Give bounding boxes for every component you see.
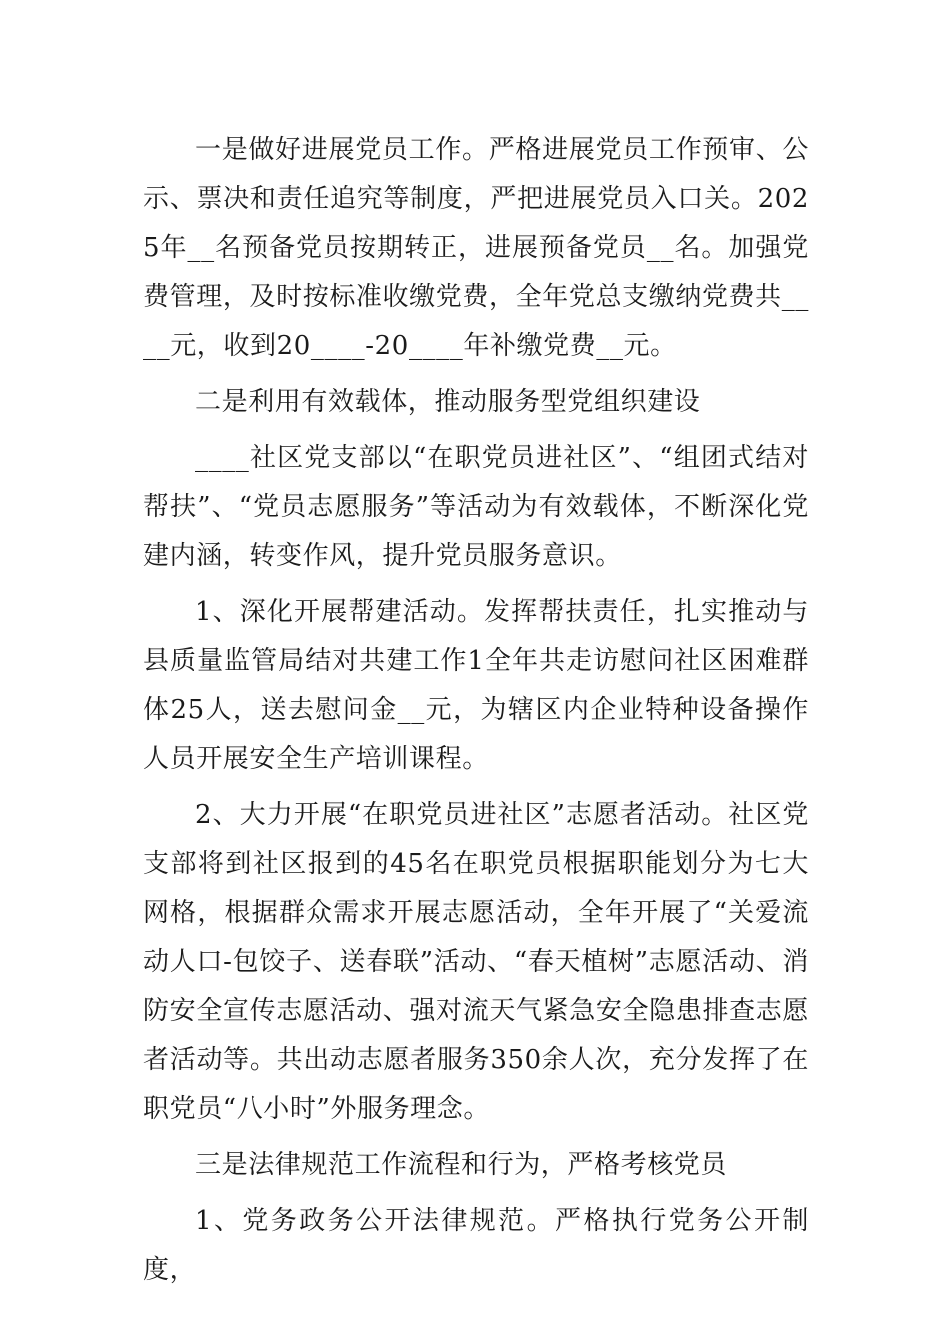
document-body <box>143 126 809 1302</box>
heading-standardize-workflow: 三是法律规范工作流程和行为，严格考核党员 <box>195 1150 728 1180</box>
heading-service-organization: 二是利用有效载体，推动服务型党组织建设 <box>195 387 701 417</box>
paragraph-recruitment: 一是做好进展党员工作。严格进展党员工作预审、公示、票决和责任追究等制度，严把进展党员入口关。2025年__名预备党员按期转正，进展预备党员__名。加强党费管理，及时按标准收缴党费，全年党总支缴纳党费共____元，收到20____-20____年补缴党费__元。 <box>143 135 809 361</box>
paragraph-assistance-activities: 1、深化开展帮建活动。发挥帮扶责任，扎实推动与县质量监管局结对共建工作1全年共走访慰问社区困难群体25人，送去慰问金__元，为辖区内企业特种设备操作人员开展安全生产培训课程。 <box>143 597 809 774</box>
paragraph-volunteer-activities: 2、大力开展“在职党员进社区”志愿者活动。社区党支部将到社区报到的45名在职党员根据职能划分为七大网格，根据群众需求开展志愿活动，全年开展了“关爱流动人口-包饺子、送春联”活动、“春天植树”志愿活动、消防安全宣传志愿活动、强对流天气紧急安全隐患排查志愿者活动等。共出动志愿者服务350余人次，充分发挥了在职党员“八小时”外服务理念。 <box>143 800 809 1124</box>
paragraph-affairs-disclosure: 1、党务政务公开法律规范。严格执行党务公开制度， <box>143 1206 809 1285</box>
paragraph-community-branch: ____社区党支部以“在职党员进社区”、“组团式结对帮扶”、“党员志愿服务”等活动为有效载体，不断深化党建内涵，转变作风，提升党员服务意识。 <box>143 443 809 571</box>
